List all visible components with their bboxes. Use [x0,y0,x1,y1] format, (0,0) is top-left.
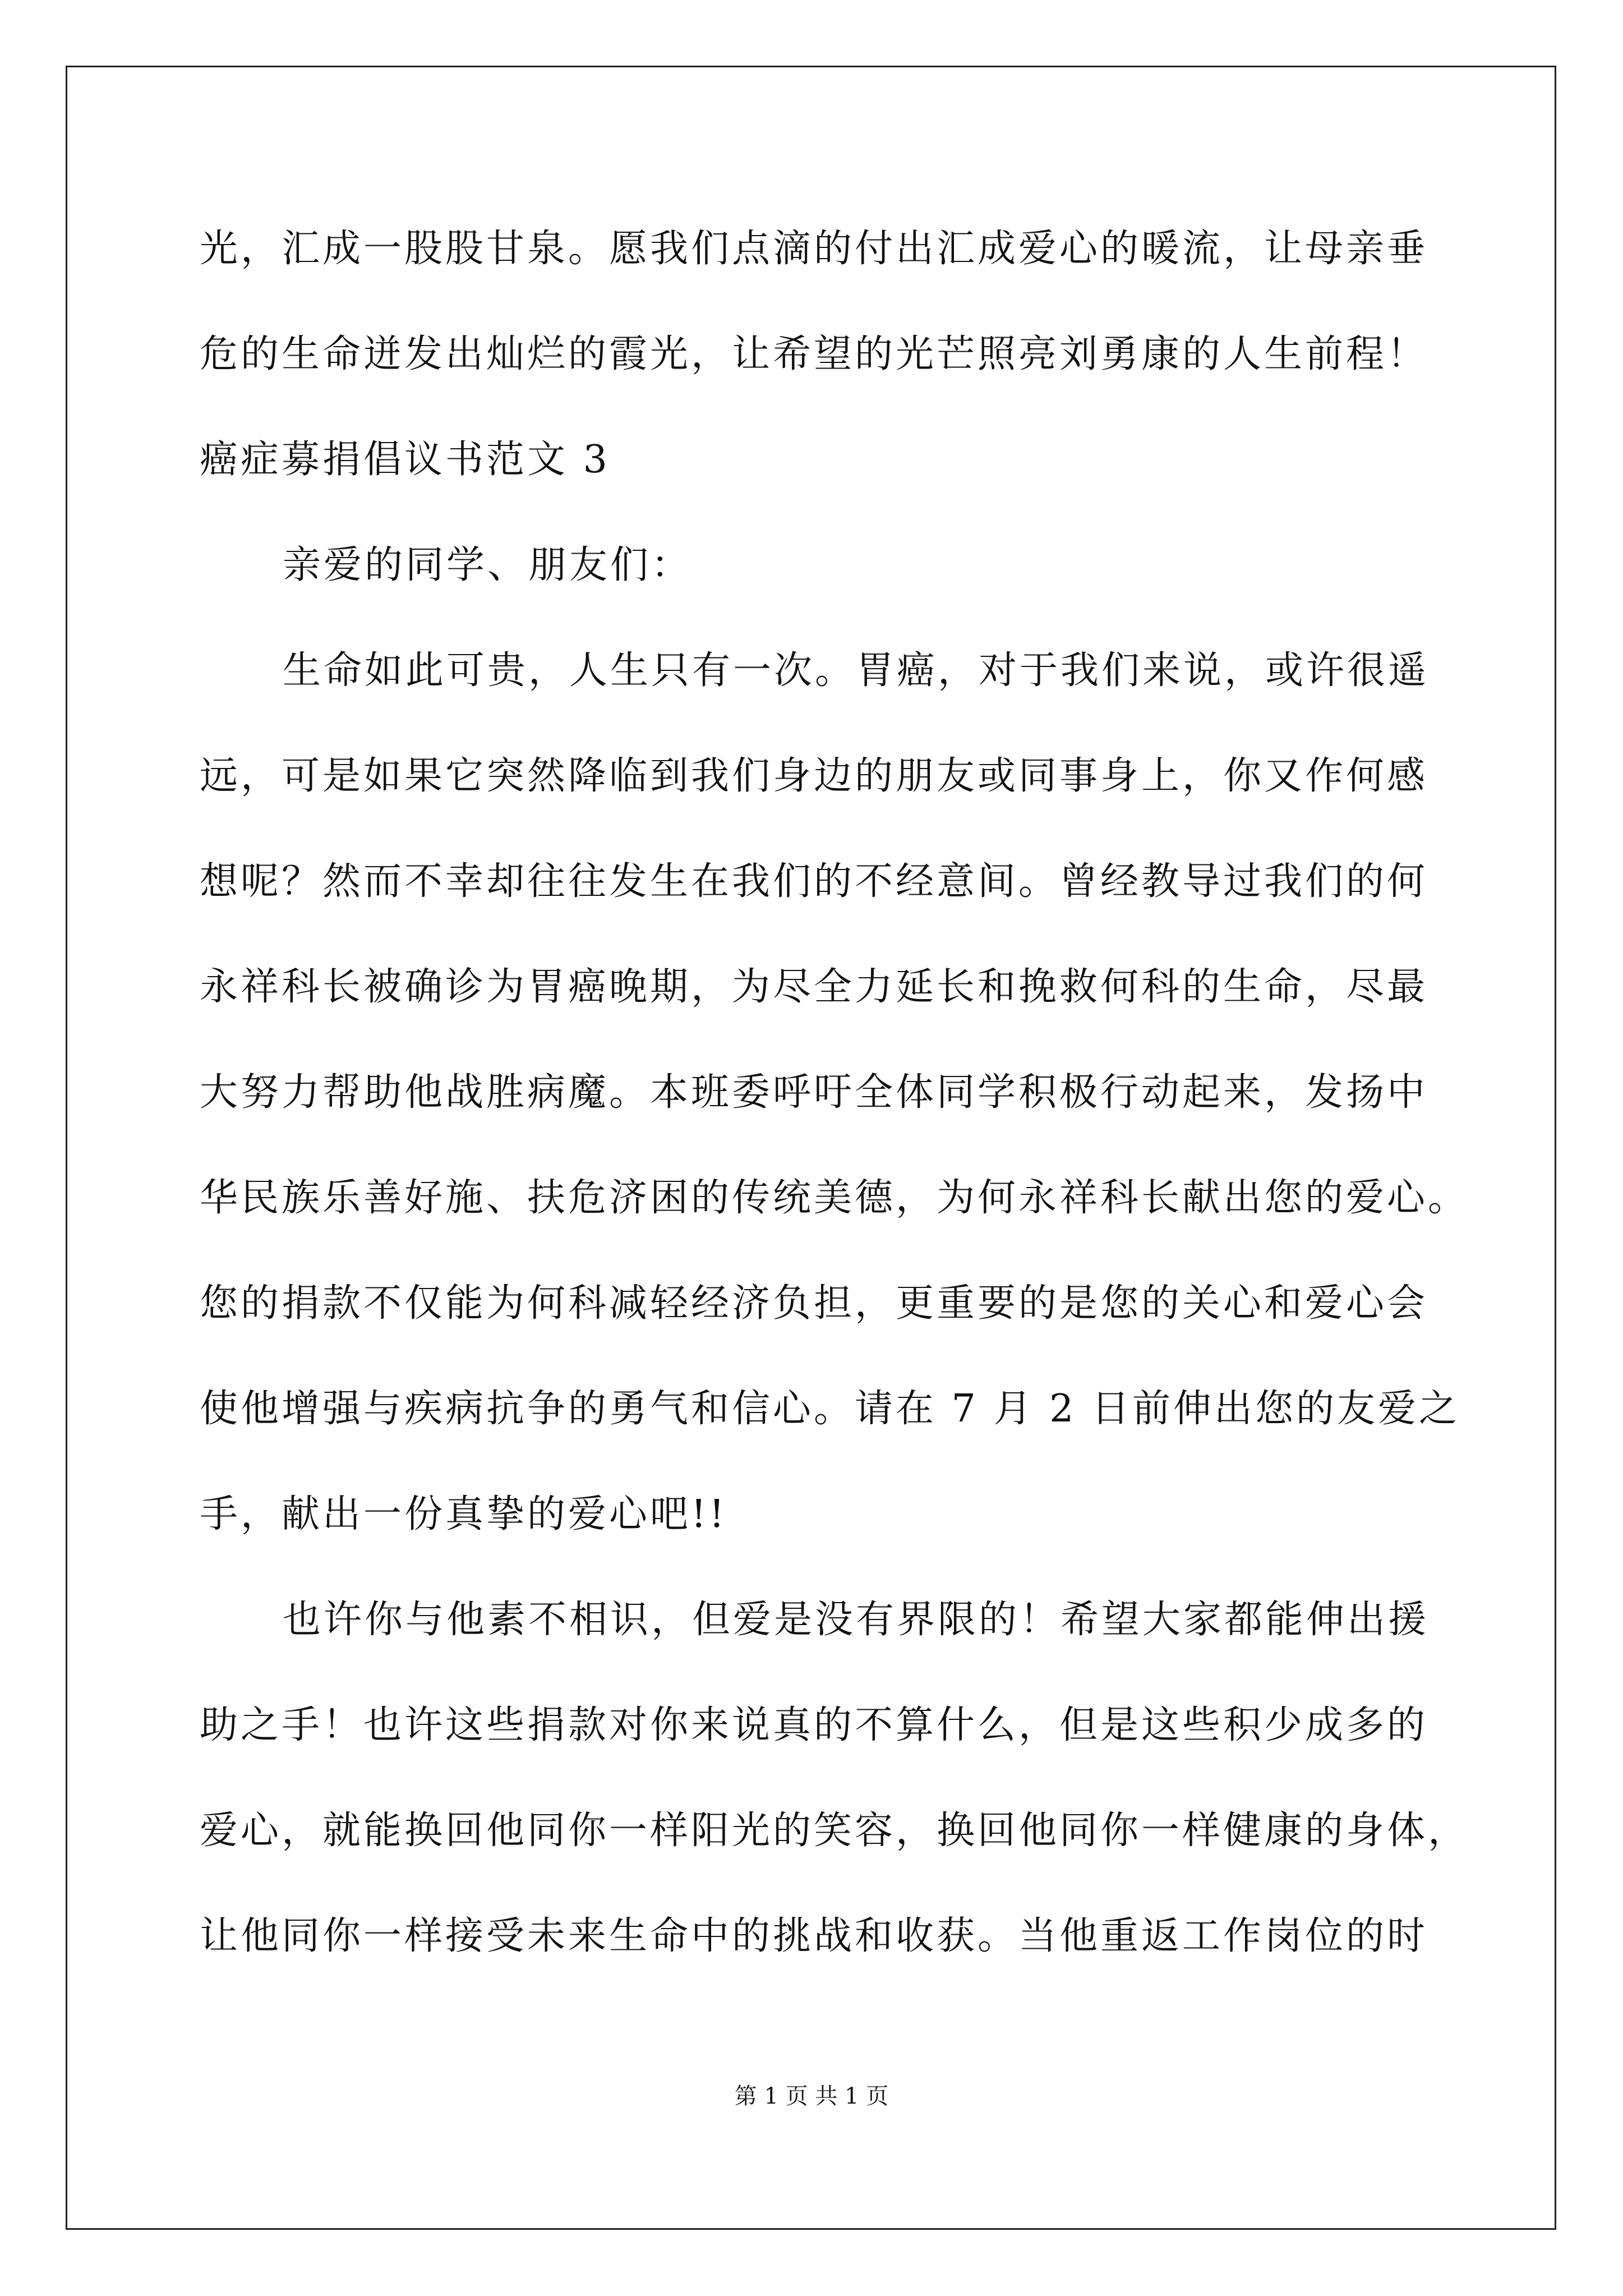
text-line: 助之手！也许这些捐款对你来说真的不算什么，但是这些积少成多的 [200,1703,1428,1747]
text-line: 大努力帮助他战胜病魔。本班委呼吁全体同学积极行动起来，发扬中 [200,1070,1428,1115]
text-line: 光，汇成一股股甘泉。愿我们点滴的付出汇成爱心的暖流，让母亲垂 [200,227,1428,271]
text-line: 您的捐款不仅能为何科减轻经济负担，更重要的是您的关心和爱心会 [200,1281,1428,1326]
text-line: 华民族乐善好施、扶危济困的传统美德，为何永祥科长献出您的爱心。 [200,1176,1469,1220]
page-frame [66,66,1556,2230]
text-line: 想呢？然而不幸却往往发生在我们的不经意间。曾经教导过我们的何 [200,859,1428,904]
text-line: 远，可是如果它突然降临到我们身边的朋友或同事身上，你又作何感 [200,754,1428,798]
text-line: 让他同你一样接受未来生命中的挑战和收获。当他重返工作岗位的时 [200,1914,1428,1958]
section-heading: 癌症募捐倡议书范文 3 [200,438,610,482]
text-line: 永祥科长被确诊为胃癌晚期，为尽全力延长和挽救何科的生命，尽最 [200,965,1428,1009]
text-line: 爱心，就能换回他同你一样阳光的笑容，换回他同你一样健康的身体， [200,1809,1469,1853]
text-line: 危的生命迸发出灿烂的霞光，让希望的光芒照亮刘勇康的人生前程！ [200,332,1428,376]
page-number-footer: 第 1 页 共 1 页 [734,2083,889,2109]
text-line: 生命如此可贵，人生只有一次。胃癌，对于我们来说，或许很遥 [283,648,1430,693]
salutation: 亲爱的同学、朋友们： [283,543,693,587]
text-line: 手，献出一份真挚的爱心吧!! [200,1492,727,1536]
text-line: 也许你与他素不相识，但爱是没有界限的！希望大家都能伸出援 [283,1598,1430,1642]
text-line: 使他增强与疾病抗争的勇气和信心。请在 7 月 2 日前伸出您的友爱之 [200,1387,1460,1431]
